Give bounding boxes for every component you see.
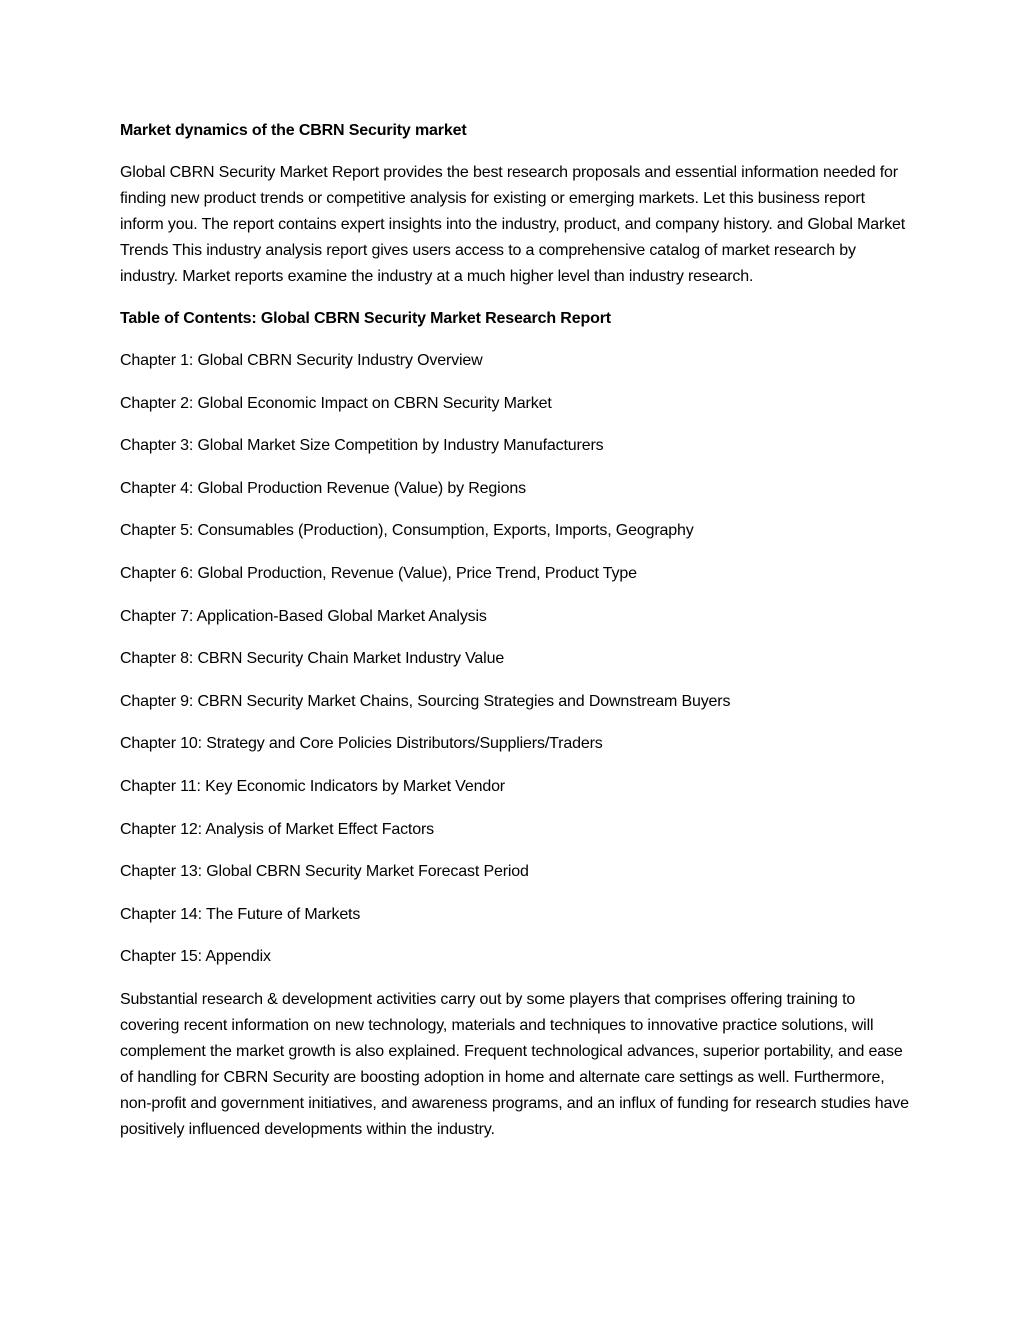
chapter-item: Chapter 8: CBRN Security Chain Market Industry Value <box>120 650 505 668</box>
document-page <box>120 118 910 1159</box>
chapter-item: Chapter 10: Strategy and Core Policies Distributors/Suppliers/Traders <box>120 735 603 753</box>
chapter-item: Chapter 2: Global Economic Impact on CBRN Security Market <box>120 394 552 412</box>
chapter-item: Chapter 1: Global CBRN Security Industry Overview <box>120 352 483 369</box>
chapter-item: Chapter 14: The Future of Markets <box>120 905 361 923</box>
chapter-list <box>120 348 910 970</box>
chapter-item: Chapter 5: Consumables (Production), Consumption, Exports, Imports, Geography <box>120 522 694 540</box>
toc-heading: Table of Contents: Global CBRN Security Market Research Report <box>120 310 611 327</box>
chapter-item: Chapter 6: Global Production, Revenue (Value), Price Trend, Product Type <box>120 564 637 582</box>
chapter-item: Chapter 11: Key Economic Indicators by Market Vendor <box>120 777 505 795</box>
chapter-item: Chapter 3: Global Market Size Competition by Industry Manufacturers <box>120 437 604 455</box>
intro-paragraph: Global CBRN Security Market Report provides the best research proposals and essential information needed for finding new product trends or competitive analysis for existing or emerging markets. Let this business report inform you. The report contains expert insights into the industry, product, and company history. and Global Market Trends This industry analysis report gives users access to a comprehensive catalog of market research by industry. Market reports examine the industry at a much higher level than industry research. <box>120 164 906 285</box>
chapter-item: Chapter 7: Application-Based Global Market Analysis <box>120 607 487 625</box>
chapter-item: Chapter 15: Appendix <box>120 948 271 966</box>
chapter-item: Chapter 12: Analysis of Market Effect Factors <box>120 820 434 838</box>
chapter-item: Chapter 4: Global Production Revenue (Value) by Regions <box>120 479 526 497</box>
closing-paragraph: Substantial research & development activities carry out by some players that comprises offering training to covering recent information on new technology, materials and techniques to innovative practice solutions, will complement the market growth is also explained. Frequent technological advances, superior portability, and ease of handling for CBRN Security are boosting adoption in home and alternate care settings as well. Furthermore, non-profit and government initiatives, and awareness programs, and an influx of funding for research studies have positively influenced developments within the industry. <box>120 990 909 1138</box>
section-heading: Market dynamics of the CBRN Security market <box>120 122 467 139</box>
chapter-item: Chapter 9: CBRN Security Market Chains, Sourcing Strategies and Downstream Buyers <box>120 692 731 710</box>
chapter-item: Chapter 13: Global CBRN Security Market Forecast Period <box>120 863 529 881</box>
